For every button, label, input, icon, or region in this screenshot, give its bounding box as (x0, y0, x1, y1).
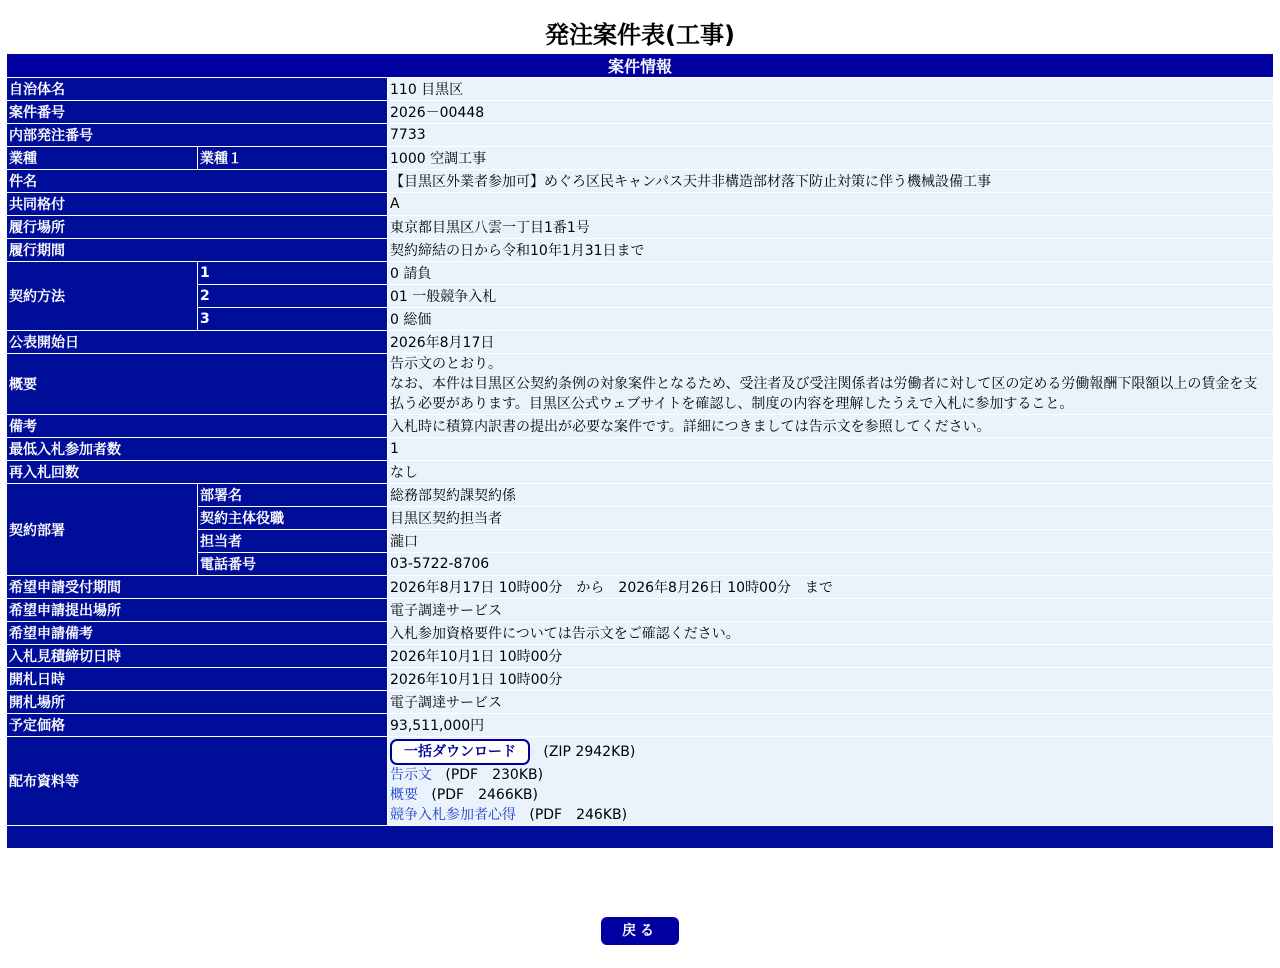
value-planned-price: 93,511,000円 (388, 714, 1273, 736)
value-cm3: 0 総価 (388, 308, 1273, 330)
value-case-no: 2026－00448 (388, 101, 1273, 123)
value-bid-deadline: 2026年10月1日 10時00分 (388, 645, 1273, 667)
file-info: (PDF 230KB) (445, 767, 544, 783)
label-dept-name: 部署名 (198, 484, 387, 506)
value-apply-place: 電子調達サービス (388, 599, 1273, 621)
label-rebid-count: 再入札回数 (7, 461, 387, 483)
label-open-place: 開札場所 (7, 691, 387, 713)
value-apply-remarks: 入札参加資格要件については告示文をご確認ください。 (388, 622, 1273, 644)
value-period: 契約締結の日から令和10年1月31日まで (388, 239, 1273, 261)
label-min-bidders: 最低入札参加者数 (7, 438, 387, 460)
value-open-datetime: 2026年10月1日 10時00分 (388, 668, 1273, 690)
back-button[interactable]: 戻る (601, 917, 679, 945)
label-cm3: 3 (198, 308, 387, 330)
row-open-datetime (7, 668, 1273, 690)
value-remarks: 入札時に積算内訳書の提出が必要な案件です。詳細につきましては告示文を参照してください。 (388, 415, 1273, 437)
label-open-datetime: 開札日時 (7, 668, 387, 690)
label-case-no: 案件番号 (7, 101, 387, 123)
row-planned-price (7, 714, 1273, 736)
label-phone: 電話番号 (198, 553, 387, 575)
download-all-info: (ZIP 2942KB) (543, 744, 636, 760)
row-apply-remarks (7, 622, 1273, 644)
page-title: 発注案件表(工事) (545, 21, 735, 49)
section-header: 案件情報 (7, 54, 1273, 77)
label-location: 履行場所 (7, 216, 387, 238)
value-open-place: 電子調達サービス (388, 691, 1273, 713)
row-contract-method-1 (7, 262, 1273, 284)
row-subject (7, 170, 1273, 192)
value-phone: 03-5722-8706 (388, 553, 1273, 575)
file-item (390, 765, 1271, 785)
value-cm1: 0 請負 (388, 262, 1273, 284)
row-joint-grade (7, 193, 1273, 215)
file-link-summary[interactable]: 概要 (390, 787, 418, 803)
value-summary (388, 354, 1273, 414)
row-period (7, 239, 1273, 261)
label-materials: 配布資料等 (7, 737, 387, 825)
summary-line-2: なお、本件は目黒区公契約条例の対象案件となるため、受注者及び受注関係者は労働者に対して区の定める労働報酬下限額以上の賃金を支払う必要があります。目黒区公式ウェブサイトを確認し、制度の内容を理解したうえで入札に参加すること。 (390, 376, 1258, 412)
value-dept-name: 総務部契約課契約係 (388, 484, 1273, 506)
label-cm1: 1 (198, 262, 387, 284)
label-apply-remarks: 希望申請備考 (7, 622, 387, 644)
file-item (390, 785, 1271, 805)
row-open-place (7, 691, 1273, 713)
label-joint-grade: 共同格付 (7, 193, 387, 215)
row-location (7, 216, 1273, 238)
value-cm2: 01 一般競争入札 (388, 285, 1273, 307)
download-all-button[interactable]: 一括ダウンロード (390, 739, 530, 765)
label-publish-date: 公表開始日 (7, 331, 387, 353)
row-remarks (7, 415, 1273, 437)
file-link-bidder-guide[interactable]: 競争入札参加者心得 (390, 807, 516, 823)
label-summary: 概要 (7, 354, 387, 414)
label-apply-period: 希望申請受付期間 (7, 576, 387, 598)
value-internal-no: 7733 (388, 124, 1273, 146)
value-rebid-count: なし (388, 461, 1273, 483)
value-location: 東京都目黒区八雲一丁目1番1号 (388, 216, 1273, 238)
row-industry (7, 147, 1273, 169)
row-bid-deadline (7, 645, 1273, 667)
row-apply-place (7, 599, 1273, 621)
label-contract-role: 契約主体役職 (198, 507, 387, 529)
value-person: 瀧口 (388, 530, 1273, 552)
label-contract-method: 契約方法 (7, 262, 197, 330)
label-period: 履行期間 (7, 239, 387, 261)
value-subject: 【目黒区外業者参加可】めぐろ区民キャンパス天井非構造部材落下防止対策に伴う機械設備工事 (388, 170, 1273, 192)
table-footer-bar (7, 826, 1273, 848)
row-materials (7, 737, 1273, 825)
value-materials (388, 737, 1273, 825)
row-apply-period (7, 576, 1273, 598)
download-all-row (390, 737, 1271, 765)
label-contract-dept: 契約部署 (7, 484, 197, 575)
label-industry: 業種 (7, 147, 197, 169)
row-dept-name (7, 484, 1273, 506)
label-remarks: 備考 (7, 415, 387, 437)
value-min-bidders: 1 (388, 438, 1273, 460)
value-joint-grade: A (388, 193, 1273, 215)
label-bid-deadline: 入札見積締切日時 (7, 645, 387, 667)
value-publish-date: 2026年8月17日 (388, 331, 1273, 353)
label-cm2: 2 (198, 285, 387, 307)
value-industry1: 1000 空調工事 (388, 147, 1273, 169)
value-municipality: 110 目黒区 (388, 78, 1273, 100)
value-contract-role: 目黒区契約担当者 (388, 507, 1273, 529)
summary-line-1: 告示文のとおり。 (390, 356, 502, 372)
row-case-no (7, 101, 1273, 123)
label-person: 担当者 (198, 530, 387, 552)
label-municipality: 自治体名 (7, 78, 387, 100)
row-internal-no (7, 124, 1273, 146)
row-min-bidders (7, 438, 1273, 460)
file-item (390, 805, 1271, 825)
row-municipality (7, 78, 1273, 100)
label-subject: 件名 (7, 170, 387, 192)
row-summary (7, 354, 1273, 414)
row-publish-date (7, 331, 1273, 353)
case-info-table (6, 53, 1274, 849)
label-industry1: 業種１ (198, 147, 387, 169)
label-planned-price: 予定価格 (7, 714, 387, 736)
file-info: (PDF 246KB) (529, 807, 628, 823)
file-link-notice[interactable]: 告示文 (390, 767, 432, 783)
value-apply-period: 2026年8月17日 10時00分 から 2026年8月26日 10時00分 まで (388, 576, 1273, 598)
file-info: (PDF 2466KB) (431, 787, 538, 803)
label-apply-place: 希望申請提出場所 (7, 599, 387, 621)
row-rebid-count (7, 461, 1273, 483)
label-internal-no: 内部発注番号 (7, 124, 387, 146)
